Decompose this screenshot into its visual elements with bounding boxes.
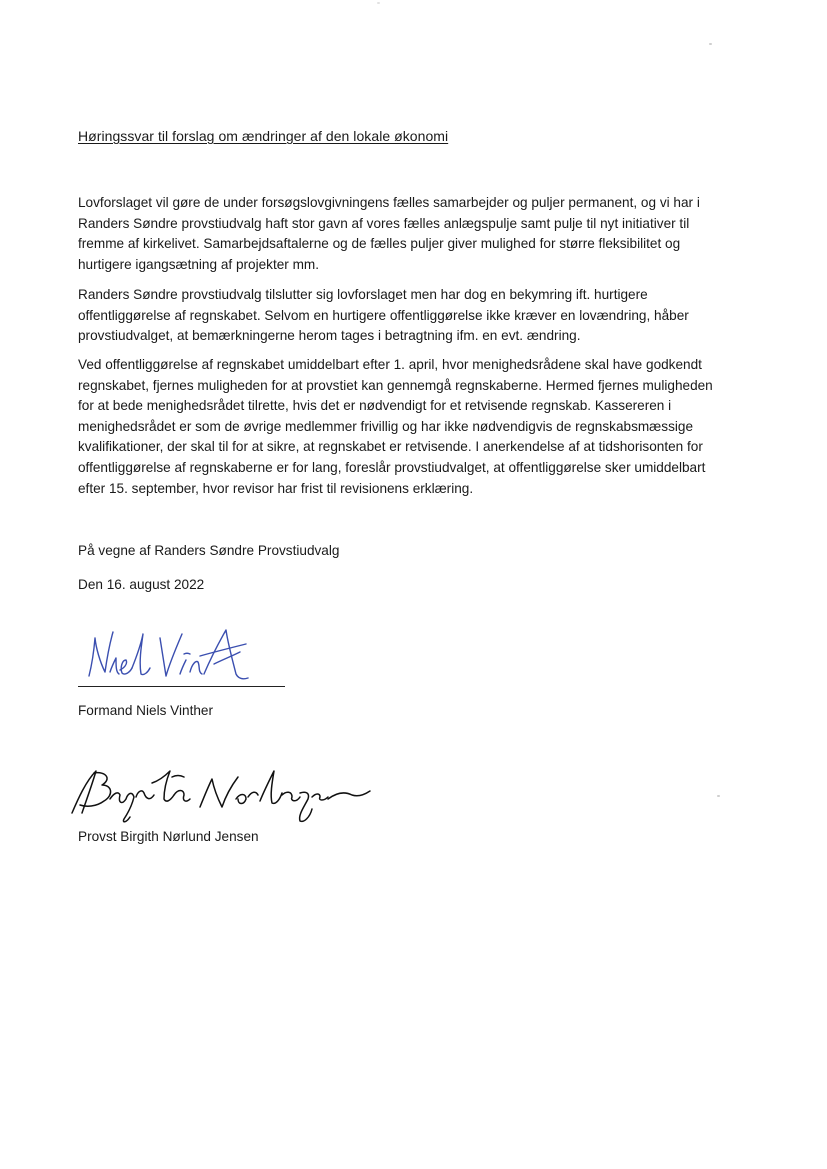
paragraph-line: offentliggørelse af regnskaberne er for lang, foreslår provstiudvalget, at offentliggørelse sker umiddelbart bbox=[78, 459, 706, 475]
paragraph-1 bbox=[78, 193, 758, 275]
paragraph-line: Randers Søndre provstiudvalg haft stor gavn af vores fælles anlægspulje samt pulje til nyt initiativer til bbox=[78, 215, 690, 231]
paragraph-line: efter 15. september, hvor revisor har frist til revisionens erklæring. bbox=[78, 480, 474, 496]
signature-ink-2 bbox=[72, 771, 370, 822]
paragraph-line: provstiudvalget, at bemærkningerne herom tages i betragtning ifm. en evt. ændring. bbox=[78, 328, 581, 344]
scan-speck bbox=[717, 795, 720, 797]
paragraph-line: kvalifikationer, der skal til for at sikre, at regnskabet er retvisende. I anerkendelse af at tidshorisonten for bbox=[78, 439, 703, 455]
paragraph-line: regnskabet, fjernes muligheden for at provstiet kan gennemgå regnskaberne. Hermed fjernes muligheden bbox=[78, 377, 713, 393]
signing-date: Den 16. august 2022 bbox=[78, 577, 205, 592]
signatory-name-2: Provst Birgith Nørlund Jensen bbox=[78, 829, 259, 844]
paragraph-line: offentliggørelse af regnskabet. Selvom en hurtigere offentliggørelse ikke kræver en lovændring, håber bbox=[78, 307, 689, 323]
signature-provst bbox=[66, 763, 376, 825]
paragraph-2 bbox=[78, 285, 758, 347]
paragraph-line: hurtigere igangsætning af projekter mm. bbox=[78, 256, 320, 272]
paragraph-line: Ved offentliggørelse af regnskabet umiddelbart efter 1. april, hvor menighedsrådene skal have godkendt bbox=[78, 357, 702, 372]
scan-speck bbox=[377, 2, 380, 4]
paragraph-line: Randers Søndre provstiudvalg tilslutter sig lovforslaget men har dog en bekymring ift. hurtigere bbox=[78, 287, 648, 302]
document-title: Høringssvar til forslag om ændringer af den lokale økonomi bbox=[78, 128, 449, 144]
paragraph-line: for at bede menighedsrådet tilrette, hvis det er nødvendigt for et retvisende regnskab. Kassereren i bbox=[78, 398, 672, 414]
signatory-name-1: Formand Niels Vinther bbox=[78, 703, 213, 718]
paragraph-line: Lovforslaget vil gøre de under forsøgslovgivningens fælles samarbejder og puljer permanent, og vi har i bbox=[78, 195, 700, 210]
on-behalf-line: På vegne af Randers Søndre Provstiudvalg bbox=[78, 543, 340, 558]
paragraph-line: fremme af kirkelivet. Samarbejdsaftalerne og de fælles puljer giver mulighed for større fleksibilitet og bbox=[78, 236, 681, 252]
paragraph-line: menighedsrådet er som de øvrige medlemmer frivillig og har ikke nødvendigvis de regnskabsmæssige bbox=[78, 418, 694, 434]
paragraph-3 bbox=[78, 355, 758, 499]
signature-ink-1 bbox=[89, 630, 248, 679]
signature-formand bbox=[86, 624, 276, 690]
scan-speck bbox=[709, 43, 712, 45]
signature-line bbox=[78, 686, 285, 687]
